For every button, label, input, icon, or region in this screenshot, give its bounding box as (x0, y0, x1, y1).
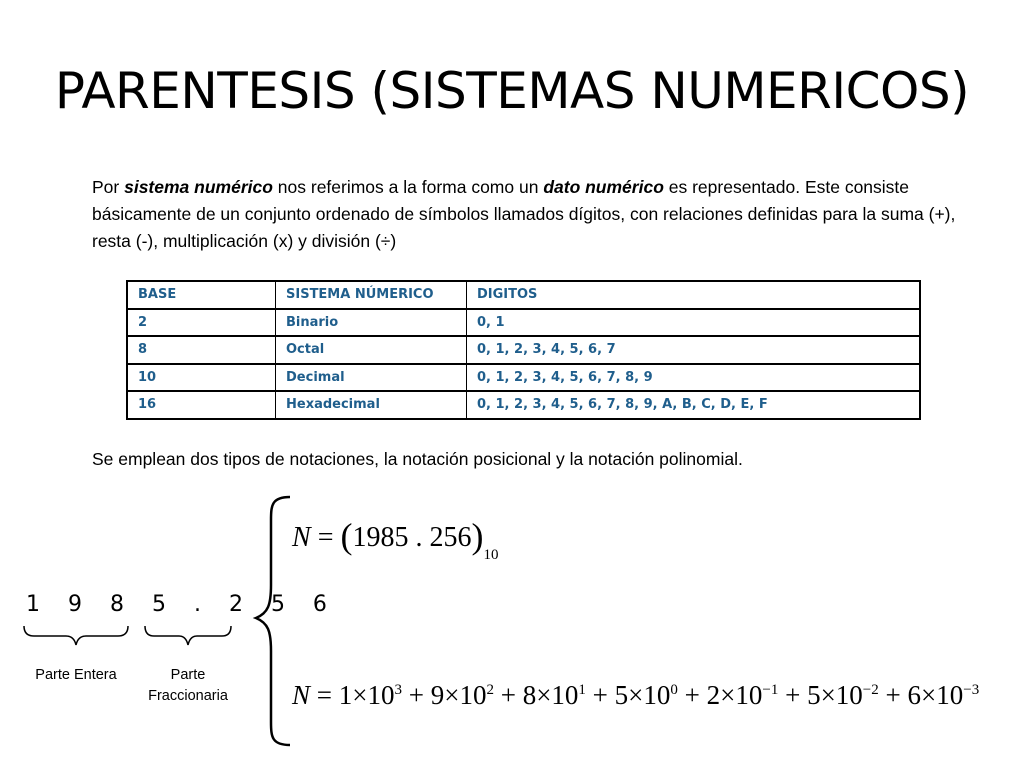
cell-system: Octal (276, 336, 467, 364)
large-brace-icon (256, 497, 290, 745)
formula-variable: N (292, 522, 311, 553)
polynomial-term (778, 680, 878, 710)
cell-system: Decimal (276, 364, 467, 392)
term-exponent: 3 (394, 682, 402, 698)
cell-digits: 0, 1 (467, 309, 921, 337)
term-exponent: −1 (762, 682, 779, 698)
term-operator: + (778, 680, 808, 710)
term-operator: + (493, 680, 523, 710)
fraction-part-label-line2: Fraccionaria (148, 688, 228, 704)
cell-base: 2 (127, 309, 276, 337)
underbrace-integer-icon (24, 626, 128, 645)
term-operator: + (401, 680, 431, 710)
term-operator: = (316, 680, 339, 710)
notation-note: Se emplean dos tipos de notaciones, la notación posicional y la notación polinomial. (92, 449, 743, 469)
cell-digits: 0, 1, 2, 3, 4, 5, 6, 7, 8, 9, A, B, C, D, E, F (467, 391, 921, 419)
intro-text-1: Por (92, 177, 125, 197)
underbrace-fraction-icon (145, 626, 231, 645)
term-coefficient: 6×10 (907, 680, 964, 710)
polynomial-term (879, 680, 979, 710)
polynomial-term (586, 680, 678, 710)
polynomial-term (317, 680, 402, 710)
term-exponent: 1 (578, 682, 586, 698)
cell-base: 16 (127, 391, 276, 419)
term-operator: + (878, 680, 908, 710)
cell-base: 8 (127, 336, 276, 364)
cell-system: Hexadecimal (276, 391, 467, 419)
term-coefficient: 9×10 (430, 680, 487, 710)
polynomial-term (678, 680, 778, 710)
polynomial-formula (292, 680, 979, 711)
term-coefficient: 1×10 (338, 680, 395, 710)
polynomial-term (402, 680, 494, 710)
column-header-system: SISTEMA NÚMERICO (276, 281, 467, 309)
term-coefficient: 5×10 (807, 680, 863, 710)
page-title: PARENTESIS (SISTEMAS NUMERICOS) (54, 62, 970, 120)
term-exponent: 2 (486, 682, 494, 698)
formula-variable: N (292, 680, 311, 710)
left-paren-icon: ( (340, 516, 353, 556)
term-operator: + (585, 680, 615, 710)
polynomial-term (494, 680, 586, 710)
cell-digits: 0, 1, 2, 3, 4, 5, 6, 7, 8, 9 (467, 364, 921, 392)
formula-body: 1985 . 256 (352, 522, 472, 553)
right-paren-icon: ) (471, 516, 484, 556)
term-exponent: 0 (670, 682, 678, 698)
formula-equals: = (310, 522, 341, 553)
integer-part-label: Parte Entera (35, 667, 117, 683)
term-coefficient: 5×10 (614, 680, 671, 710)
cell-digits: 0, 1, 2, 3, 4, 5, 6, 7 (467, 336, 921, 364)
column-header-digits: DIGITOS (467, 281, 921, 309)
term-coefficient: 2×10 (706, 680, 763, 710)
term-exponent: −2 (862, 682, 879, 698)
intro-text-2: nos referimos a la forma como un (272, 177, 544, 197)
intro-text-3: es representado. Este consiste básicamente de un conjunto ordenado de símbolos llamados dígitos, con relaciones definidas para la suma (+), resta (-), multiplicación (x) y división (÷) (92, 177, 956, 251)
cell-system: Binario (276, 309, 467, 337)
term-exponent: −3 (963, 682, 980, 698)
fraction-part-label (134, 665, 242, 707)
term-coefficient: 8×10 (522, 680, 579, 710)
term-operator: + (677, 680, 707, 710)
example-number: 1 9 8 5 . 2 5 6 (26, 592, 338, 617)
intro-emphasis-sistema: sistema numérico (124, 177, 273, 197)
intro-emphasis-dato: dato numérico (543, 177, 664, 197)
fraction-part-label-line1: Parte (170, 667, 206, 683)
positional-formula (292, 513, 499, 563)
formula-base: 10 (483, 546, 499, 563)
cell-base: 10 (127, 364, 276, 392)
column-header-base: BASE (127, 281, 276, 309)
